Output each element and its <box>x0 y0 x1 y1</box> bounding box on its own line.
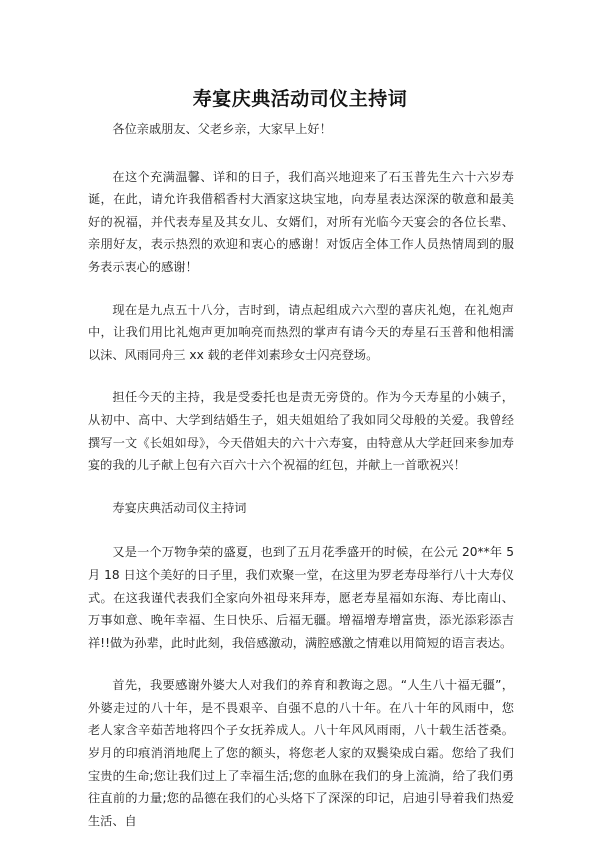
section-subtitle: 寿宴庆典活动司仪主持词 <box>112 500 247 515</box>
paragraph-gratitude: 首先，我要感谢外婆大人对我们的养育和教诲之恩。“人生八十福无疆”，外婆走过的八十年，是不畏艰辛、自强不息的八十年。在八十年的风雨中，您老人家含辛茹苦地将四个子女抚养成人。八十年风风雨雨，八十载生活苍桑。岁月的印痕消消地爬上了您的额头，将您老人家的双鬓染成白霜。您给了我们宝贵的生命;您让我们过上了幸福生活;您的血脉在我们的身上流淌，给了我们勇往直前的力量;您的品德在我们的心头烙下了深深的印记，启迪引导着我们热爱生活、自 <box>88 678 514 828</box>
paragraph-welcome: 在这个充满温馨、详和的日子，我们高兴地迎来了石玉普先生六十六岁寿诞，在此，请允许我借稻香村大酒家这块宝地，向寿星表达深深的敬意和最美好的祝福，并代表寿星及其女儿、女婿们，对所有光临今天宴会的各位长辈、亲朋好友，表示热烈的欢迎和衷心的感谢！对饭店全体工作人员热情周到的服务表示衷心的感谢！ <box>88 169 514 274</box>
paragraph-birthday-greeting: 又是一个万物争荣的盛夏，也到了五月花季盛开的时候，在公元 20**年 5 月 18 日这个美好的日子里，我们欢聚一堂，在这里为罗老寿母举行八十大寿仪式。在这我谨代表我们全家向外祖母来拜寿，愿老寿星福如东海、寿比南山、万事如意、晚年幸福、生日快乐、后福无疆。增福增寿增富贵，添光添彩添吉祥!!做为孙辈，此时此刻，我倍感激动，满腔感激之情难以用简短的语言表达。 <box>88 545 514 650</box>
paragraph-host-intro: 担任今天的主持，我是受委托也是责无旁贷的。作为今天寿星的小姨子，从初中、高中、大学到结婚生子，姐夫姐姐给了我如同父母般的关爱。我曾经撰写一文《长姐如母》，今天借姐夫的六十六寿宴，由特意从大学赶回来参加寿宴的我的儿子献上包有六百六十六个祝福的红包，并献上一首歌祝兴！ <box>88 390 514 473</box>
document-body <box>88 118 514 852</box>
document-title: 寿宴庆典活动司仪主持词 <box>192 88 408 110</box>
paragraph-greeting: 各位亲戚朋友、父老乡亲，大家早上好！ <box>112 122 332 136</box>
paragraph-ceremony-start: 现在是九点五十八分，吉时到，请点起组成六六型的喜庆礼炮，在礼炮声中，让我们用比礼炮声更加响亮而热烈的掌声有请今天的寿星石玉普和他相濡以沫、风雨同舟三 xx 载的老伴刘素珍女士闪亮登场。 <box>88 302 514 362</box>
